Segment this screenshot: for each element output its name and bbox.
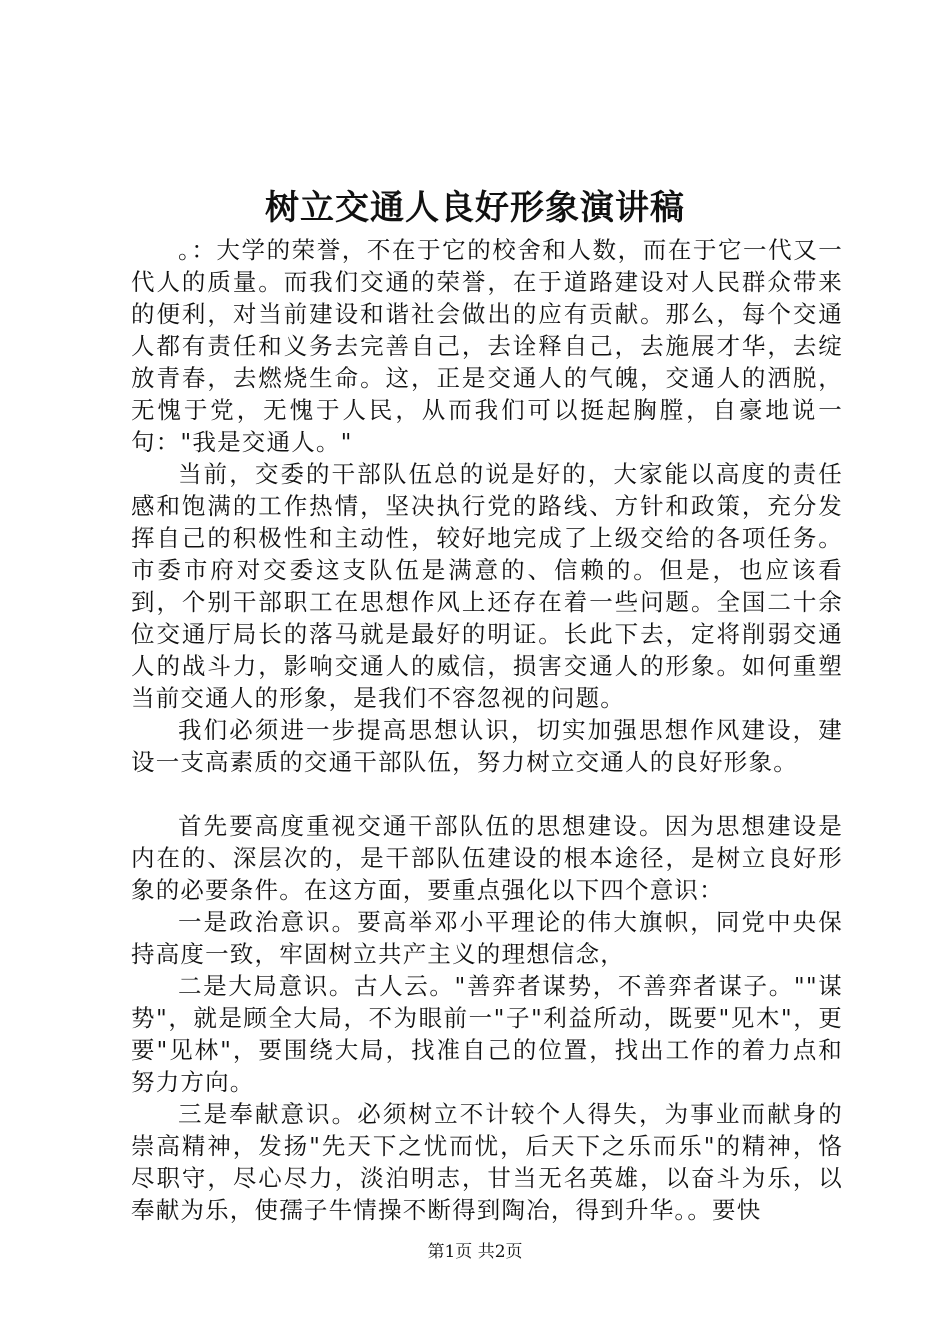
paragraph-political-awareness: 一是政治意识。要高举邓小平理论的伟大旗帜，同党中央保持高度一致，牢固树立共产主义的理想信念，: [131, 908, 843, 968]
page-footer: 第1页 共2页: [427, 1242, 523, 1262]
paragraph-spacer: [131, 778, 843, 810]
document-body: [131, 234, 843, 1226]
paragraph-goal: 我们必须进一步提高思想认识，切实加强思想作风建设，建设一支高素质的交通干部队伍，努力树立交通人的良好形象。: [131, 716, 843, 776]
document-title: 树立交通人良好形象演讲稿: [265, 188, 685, 228]
paragraph-intro: 。：大学的荣誉，不在于它的校舍和人数，而在于它一代又一代人的质量。而我们交通的荣誉，在于道路建设对人民群众带来的便利，对当前建设和谐社会做出的应有贡献。那么，每个交通人都有责任和义务去完善自己，去诠释自己，去施展才华，去绽放青春，去燃烧生命。这，正是交通人的气魄，交通人的洒脱，无愧于党，无愧于人民，从而我们可以挺起胸膛，自豪地说一句："我是交通人。": [131, 236, 843, 456]
paragraph-current-status: 当前，交委的干部队伍总的说是好的，大家能以高度的责任感和饱满的工作热情，坚决执行党的路线、方针和政策，充分发挥自己的积极性和主动性，较好地完成了上级交给的各项任务。市委市府对交委这支队伍是满意的、信赖的。但是，也应该看到，个别干部职工在思想作风上还存在着一些问题。全国二十余位交通厅局长的落马就是最好的明证。长此下去，定将削弱交通人的战斗力，影响交通人的威信，损害交通人的形象。如何重塑当前交通人的形象，是我们不容忽视的问题。: [131, 460, 843, 712]
paragraph-thought-building: 首先要高度重视交通干部队伍的思想建设。因为思想建设是内在的、深层次的，是干部队伍建设的根本途径，是树立良好形象的必要条件。在这方面，要重点强化以下四个意识：: [131, 812, 843, 904]
paragraph-dedication-awareness: 三是奉献意识。必须树立不计较个人得失，为事业而献身的崇高精神，发扬"先天下之忧而忧，后天下之乐而乐"的精神，恪尽职守，尽心尽力，淡泊明志，甘当无名英雄，以奋斗为乐，以奉献为乐，使孺子牛情操不断得到陶冶，得到升华。。要快: [131, 1100, 843, 1224]
paragraph-overall-awareness: 二是大局意识。古人云。"善弈者谋势，不善弈者谋子。""谋势"，就是顾全大局，不为眼前一"子"利益所动，既要"见木"，更要"见林"，要围绕大局，找准自己的位置，找出工作的着力点和努力方向。: [131, 972, 843, 1096]
